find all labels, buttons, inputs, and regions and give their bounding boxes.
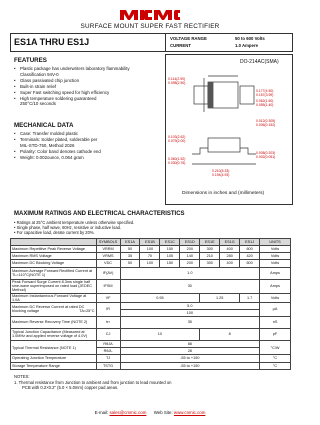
value-cell: 100	[120, 309, 260, 316]
column-header: ES1E	[200, 239, 220, 246]
value-cell: -55 to +150	[120, 355, 260, 362]
value-cell: 50	[120, 246, 140, 253]
dimensions-caption: Dimensions in inches and (millimeters)	[182, 191, 265, 196]
dim-label: 0.002(0.051)	[256, 155, 276, 159]
feature-item: • Plastic package has underwriters laboratory flammability	[14, 66, 164, 72]
dim-label: 0.079(2.00)	[168, 139, 186, 143]
dim-label: 0.006(0.152)	[256, 123, 276, 127]
symbol-cell: VDC	[96, 260, 120, 267]
voltage-range-label: VOLTAGE RANGE	[170, 36, 207, 41]
value-cell: 210	[200, 253, 220, 260]
unit-cell: Amps	[260, 267, 291, 279]
param-cell: Maximum Instantaneous Forward Voltage at 1.0A	[11, 293, 97, 302]
symbol-cell: IR	[96, 302, 120, 316]
unit-cell: Volts	[260, 253, 291, 260]
unit-cell: °C/W	[260, 340, 291, 354]
value-cell: 30	[120, 279, 260, 293]
unit-cell: Volts	[260, 293, 291, 302]
current-label: CURRENT	[170, 43, 192, 48]
value-cell: 100	[140, 260, 160, 267]
table-row	[11, 246, 291, 253]
notes-section	[14, 374, 284, 391]
website-label: Web Site:	[153, 410, 173, 415]
mechanical-heading: MECHANICAL DATA	[14, 122, 74, 129]
table-row	[11, 267, 291, 279]
column-header: ES1B	[140, 239, 160, 246]
symbol-cell: RθJL	[96, 348, 120, 355]
dim-label: 0.055(1.40)	[256, 103, 274, 107]
symbol-cell: TJ	[96, 355, 120, 362]
part-range-title: ES1A THRU ES1J	[14, 37, 90, 47]
feature-item: • Built-in strain relief	[14, 84, 164, 90]
unit-cell: pF	[260, 328, 291, 340]
unit-cell: °C	[260, 355, 291, 362]
column-header: ES1A	[120, 239, 140, 246]
symbol-cell: IF(AV)	[96, 267, 120, 279]
unit-cell: Volts	[260, 246, 291, 253]
symbol-cell: CJ	[96, 328, 120, 340]
dim-label: 0.103(2.62)	[168, 135, 186, 139]
dim-label: 0.210(5.33)	[212, 169, 230, 173]
ratings-table	[10, 238, 291, 370]
feature-item: • High temperature soldering guaranteed	[14, 96, 164, 102]
column-header: ES1C	[160, 239, 180, 246]
param-cell: Maximum Reverse Recovery Time (NOTE 2)	[11, 316, 97, 328]
dim-label: 0.060(1.52)	[168, 157, 186, 161]
value-cell: 420	[240, 253, 260, 260]
notes-heading: NOTES:	[14, 374, 30, 379]
mechanical-list	[14, 131, 164, 161]
symbol-cell: VRRM	[96, 246, 120, 253]
table-row	[11, 253, 291, 260]
note-line: 1. Thermal resistance from Junction to ambient and from junction to lead mounted on	[14, 379, 172, 385]
param-cell: Maximum DC Reverse Current at rated DC blocking voltage TA=25°C	[11, 302, 97, 316]
note-line: PCB with 0.2×0.2" (5.0 × 5.0mm) copper pad areas.	[22, 385, 119, 391]
value-cell: 105	[160, 253, 180, 260]
company-logo	[118, 8, 182, 22]
package-name: DO-214AC(SMA)	[240, 59, 279, 65]
dim-label: 0.098(2.50)	[168, 81, 186, 85]
feature-item: 250°C/10 seconds	[20, 101, 56, 107]
unit-cell: Amps	[260, 279, 291, 293]
ratings-note: • Single phase, half wave, 60Hz, resistive or inductive load.	[14, 225, 122, 230]
param-cell: Typical Thermal Resistance (NOTE 1)	[11, 340, 97, 354]
mechanical-item: • Weight: 0.002ounce, 0.064 gram	[14, 155, 164, 161]
value-cell: 1.25	[200, 293, 240, 302]
table-row	[11, 328, 291, 340]
param-cell: Typical Junction Capacitance (Measured at 1.0MHz and applied reverse voltage of 4.0V)	[11, 328, 97, 340]
table-row	[11, 340, 291, 347]
value-cell: 35	[120, 253, 140, 260]
value-cell: 100	[140, 246, 160, 253]
value-cell: 300	[200, 260, 220, 267]
value-cell: 8	[200, 328, 260, 340]
symbol-cell: IFSM	[96, 279, 120, 293]
value-cell: 400	[220, 246, 240, 253]
value-cell: 300	[200, 246, 220, 253]
dim-label: 0.008(0.203)	[256, 151, 276, 155]
email-link[interactable]: sales@cmmic.com	[109, 410, 147, 415]
unit-cell: Volts	[260, 260, 291, 267]
package-outline-drawing	[166, 64, 290, 190]
features-list	[14, 66, 164, 107]
feature-item: • Super Fast switching speed for high efficiency	[14, 90, 164, 96]
column-header: ES1D	[180, 239, 200, 246]
column-header: UNITS	[260, 239, 291, 246]
dim-label: 0.062(1.60)	[256, 99, 274, 103]
value-cell: 400	[220, 260, 240, 267]
unit-cell: nS	[260, 316, 291, 328]
dim-label: 0.030(0.76)	[168, 161, 186, 165]
value-cell: 200	[180, 246, 200, 253]
dim-label: 0.194(4.93)	[212, 173, 230, 177]
column-header: ES1J	[240, 239, 260, 246]
value-cell: 150	[160, 246, 180, 253]
value-cell: 280	[220, 253, 240, 260]
table-row	[11, 260, 291, 267]
value-cell: 600	[240, 246, 260, 253]
footer	[0, 410, 300, 415]
value-cell: 70	[140, 253, 160, 260]
column-header: SYMBOLS	[96, 239, 120, 246]
value-cell: 140	[180, 253, 200, 260]
param-cell: Maximum RMS Voltage	[11, 253, 97, 260]
value-cell: 10	[120, 328, 200, 340]
dim-label: 0.012(0.305)	[256, 119, 276, 123]
column-header	[11, 239, 97, 246]
column-header: ES1G	[220, 239, 240, 246]
value-cell: 88	[120, 340, 260, 347]
features-heading: FEATURES	[14, 57, 47, 64]
table-row	[11, 293, 291, 302]
mechanical-item: MIL-STD-750, Method 2026	[20, 142, 75, 148]
mechanical-item: • Terminals: Solder plated, solderable per	[14, 137, 164, 143]
value-cell: 28	[120, 348, 260, 355]
value-cell: -55 to +150	[120, 362, 260, 369]
symbol-cell: VF	[96, 293, 120, 302]
param-cell: Maximum Repetitive Peak Reverse Voltage	[11, 246, 97, 253]
param-cell: Maximum Average Forward Rectified Current at TL=110°C(NOTE 1)	[11, 267, 97, 279]
feature-item: • Glass passivated chip junction	[14, 78, 164, 84]
email-label: E-mail:	[94, 410, 109, 415]
value-cell: 150	[160, 260, 180, 267]
param-cell: Peak Forward Surge Current 8.3ms single half sine-wave superimposed on rated load (JEDEC Method)	[11, 279, 97, 293]
ratings-notes	[14, 220, 134, 235]
value-cell: 0.95	[120, 293, 200, 302]
ratings-heading: MAXIMUM RATINGS AND ELECTRICAL CHARACTERISTICS	[14, 211, 185, 217]
symbol-cell: TSTG	[96, 362, 120, 369]
value-cell: 35	[120, 316, 260, 328]
table-row	[11, 302, 291, 309]
document-subtitle: SURFACE MOUNT SUPER FAST RECTIFIER	[80, 23, 220, 30]
mechanical-item: • Case: Transfer molded plastic	[14, 131, 164, 137]
mechanical-item: • Polarity: Color band denotes cathode end	[14, 149, 164, 155]
dim-label: 0.177(4.50)	[256, 89, 274, 93]
param-cell: Storage Temperature Range	[11, 362, 97, 369]
value-cell: 50	[120, 260, 140, 267]
param-cell: Maximum DC Blocking Voltage	[11, 260, 97, 267]
unit-cell: μA	[260, 302, 291, 316]
table-row	[11, 362, 291, 369]
param-cell: Operating Junction Temperature	[11, 355, 97, 362]
current-value: 1.0 Ampere	[235, 43, 259, 48]
feature-item: Classification 94V-0	[20, 71, 59, 77]
symbol-cell: RθJA	[96, 340, 120, 347]
symbol-cell: VRMS	[96, 253, 120, 260]
dim-label: 0.157(3.99)	[256, 93, 274, 97]
value-cell: 5.0	[120, 302, 260, 309]
value-cell: 1.0	[120, 267, 260, 279]
sub-condition: TA=25°C	[79, 309, 95, 314]
value-cell: 600	[240, 260, 260, 267]
table-header-row	[11, 239, 291, 246]
ratings-note: • For capacitive load, derate current by 20%.	[14, 230, 95, 235]
ratings-note: • Ratings at 25°C ambient temperature unless otherwise specified.	[14, 220, 135, 225]
unit-cell: °C	[260, 362, 291, 369]
value-cell: 1.7	[240, 293, 260, 302]
voltage-range-value: 50 to 600 Volts	[235, 36, 265, 41]
table-row	[11, 316, 291, 328]
value-cell: 200	[180, 260, 200, 267]
dim-label: 0.114(2.90)	[168, 77, 186, 81]
symbol-cell: trr	[96, 316, 120, 328]
table-row	[11, 355, 291, 362]
header-divider	[165, 33, 166, 52]
table-row	[11, 279, 291, 293]
website-link[interactable]: www.cnmic.com	[173, 410, 206, 415]
